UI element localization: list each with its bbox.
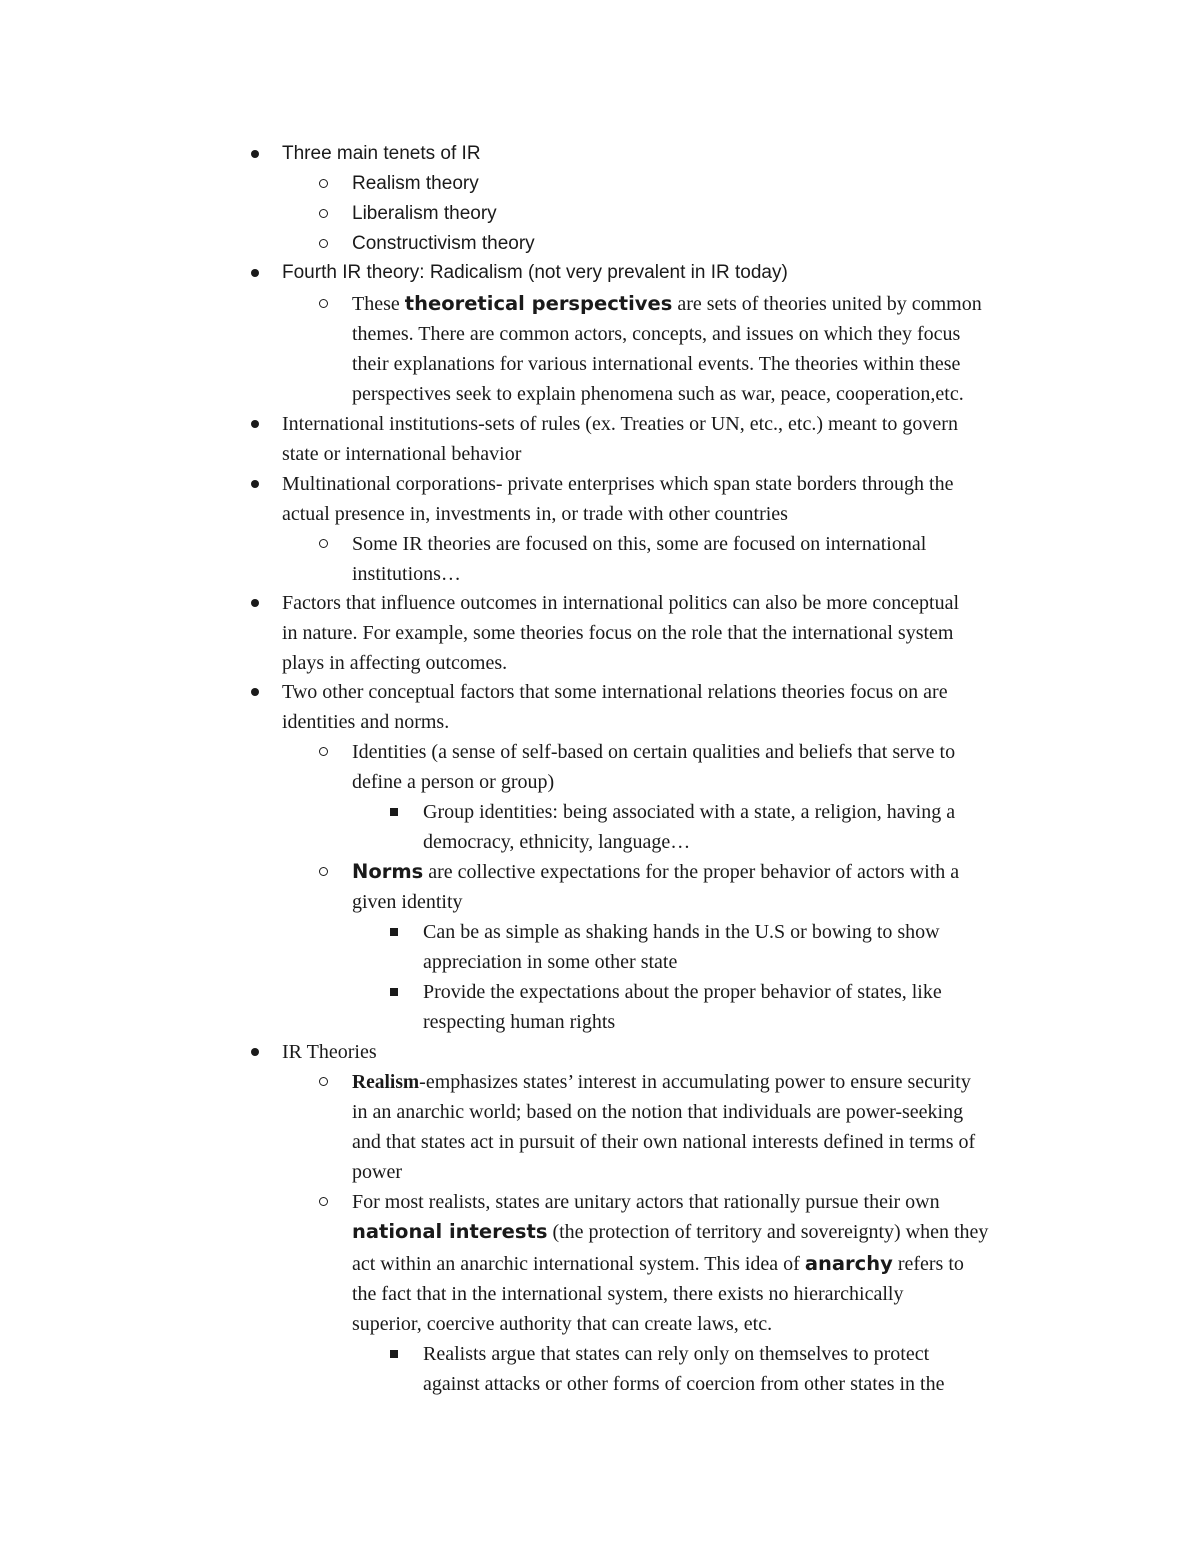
- text-run: Realists argue that states can rely only on themselves to protect: [423, 1343, 930, 1365]
- text-run: appreciation in some other state: [423, 951, 678, 973]
- emphasized-term: anarchy: [804, 1252, 893, 1275]
- text-run: Multinational corporations- private enterprises which span state borders through the: [282, 473, 954, 495]
- emphasized-term: national interests: [352, 1220, 548, 1243]
- list-item-continuation: [352, 888, 463, 916]
- text-run: Two other conceptual factors that some international relations theories focus on are: [282, 681, 948, 703]
- bullet-circle-icon: [319, 539, 328, 548]
- text-run: Fourth IR theory: Radicalism (not very prevalent in IR today): [282, 262, 788, 283]
- list-item: [423, 978, 942, 1006]
- text-run: act within an anarchic international system. This idea of: [352, 1253, 805, 1275]
- text-run: in an anarchic world; based on the notion that individuals are power-seeking: [352, 1101, 964, 1123]
- text-run: International institutions-sets of rules (ex. Treaties or UN, etc., etc.) meant to govern: [282, 413, 958, 435]
- emphasized-term: Norms: [352, 860, 424, 883]
- list-item-continuation: [352, 768, 554, 796]
- list-item: [352, 200, 497, 228]
- text-run: state or international behavior: [282, 443, 522, 465]
- text-run: and that states act in pursuit of their own national interests defined in terms of: [352, 1131, 976, 1153]
- bullet-square-icon: [390, 808, 398, 816]
- list-item: [352, 230, 535, 258]
- text-run: perspectives seek to explain phenomena such as war, peace, cooperation,etc.: [352, 383, 964, 405]
- bullet-disc-icon: [251, 688, 259, 696]
- text-run: identities and norms.: [282, 711, 450, 733]
- text-run: respecting human rights: [423, 1011, 616, 1033]
- list-item-continuation: [352, 1250, 964, 1278]
- list-item-continuation: [352, 1310, 772, 1338]
- text-run: IR Theories: [282, 1041, 377, 1063]
- text-run: -emphasizes states’ interest in accumulating power to ensure security: [419, 1071, 971, 1093]
- text-run: Can be as simple as shaking hands in the U.S or bowing to show: [423, 921, 940, 943]
- list-item-continuation: [352, 1098, 963, 1126]
- list-item: [282, 678, 948, 706]
- text-run: are sets of theories united by common: [672, 293, 982, 315]
- list-item: [282, 470, 953, 498]
- list-item-continuation: [282, 708, 449, 736]
- list-item: [423, 918, 940, 946]
- bullet-circle-icon: [319, 209, 328, 218]
- text-run: Realism theory: [352, 173, 479, 194]
- text-run: Identities (a sense of self-based on certain qualities and beliefs that serve to: [352, 741, 956, 763]
- list-item-continuation: [352, 1128, 975, 1156]
- list-item: [282, 259, 788, 287]
- text-run: actual presence in, investments in, or trade with other countries: [282, 503, 788, 525]
- list-item: [352, 170, 479, 198]
- bullet-circle-icon: [319, 1077, 328, 1086]
- text-run: plays in affecting outcomes.: [282, 652, 508, 674]
- bullet-square-icon: [390, 988, 398, 996]
- list-item: [352, 1068, 971, 1096]
- list-item-continuation: [423, 948, 677, 976]
- list-item: [352, 1188, 940, 1216]
- text-run: in nature. For example, some theories focus on the role that the international system: [282, 622, 954, 644]
- list-item-continuation: [282, 500, 788, 528]
- text-run: against attacks or other forms of coercion from other states in the: [423, 1373, 945, 1395]
- text-run: are collective expectations for the proper behavior of actors with a: [423, 861, 960, 883]
- text-run: Liberalism theory: [352, 203, 497, 224]
- text-run: Group identities: being associated with a state, a religion, having a: [423, 801, 956, 823]
- text-run: superior, coercive authority that can create laws, etc.: [352, 1313, 773, 1335]
- list-item: [423, 1340, 929, 1368]
- list-item-continuation: [282, 649, 507, 677]
- list-item: [282, 410, 958, 438]
- text-run: given identity: [352, 891, 463, 913]
- list-item-continuation: [352, 560, 461, 588]
- list-item-continuation: [352, 350, 960, 378]
- list-item: [282, 589, 959, 617]
- bullet-disc-icon: [251, 480, 259, 488]
- text-run: Some IR theories are focused on this, some are focused on international: [352, 533, 927, 555]
- bullet-disc-icon: [251, 1048, 259, 1056]
- list-item-continuation: [352, 1158, 402, 1186]
- text-run: power: [352, 1161, 402, 1183]
- bullet-circle-icon: [319, 179, 328, 188]
- emphasized-term: Realism: [352, 1072, 420, 1093]
- text-run: Three main tenets of IR: [282, 143, 481, 164]
- list-item-continuation: [352, 320, 960, 348]
- list-item-continuation: [282, 619, 953, 647]
- text-run: define a person or group): [352, 771, 555, 793]
- text-run: Factors that influence outcomes in international politics can also be more conceptual: [282, 592, 960, 614]
- text-run: These: [352, 293, 405, 315]
- list-item: [423, 798, 955, 826]
- bullet-disc-icon: [251, 269, 259, 277]
- bullet-circle-icon: [319, 747, 328, 756]
- list-item-continuation: [352, 1280, 903, 1308]
- list-item: [352, 290, 982, 318]
- list-item-continuation: [352, 1218, 988, 1246]
- list-item-continuation: [423, 1008, 615, 1036]
- list-item: [352, 738, 955, 766]
- text-run: Constructivism theory: [352, 233, 535, 254]
- bullet-circle-icon: [319, 239, 328, 248]
- text-run: Provide the expectations about the proper behavior of states, like: [423, 981, 942, 1003]
- list-item: [282, 1038, 377, 1066]
- text-run: their explanations for various international events. The theories within these: [352, 353, 961, 375]
- bullet-square-icon: [390, 928, 398, 936]
- bullet-circle-icon: [319, 867, 328, 876]
- list-item-continuation: [282, 440, 521, 468]
- bullet-square-icon: [390, 1350, 398, 1358]
- bullet-circle-icon: [319, 299, 328, 308]
- emphasized-term: theoretical perspectives: [404, 292, 673, 315]
- bullet-disc-icon: [251, 150, 259, 158]
- list-item: [352, 530, 926, 558]
- list-item: [352, 858, 959, 886]
- bullet-disc-icon: [251, 599, 259, 607]
- list-item-continuation: [423, 1370, 945, 1398]
- text-run: For most realists, states are unitary actors that rationally pursue their own: [352, 1191, 940, 1213]
- text-run: (the protection of territory and sovereignty) when they: [547, 1221, 989, 1243]
- bullet-disc-icon: [251, 420, 259, 428]
- text-run: the fact that in the international system, there exists no hierarchically: [352, 1283, 904, 1305]
- text-run: democracy, ethnicity, language…: [423, 831, 691, 853]
- list-item: [282, 140, 481, 168]
- text-run: institutions…: [352, 563, 461, 585]
- text-run: refers to: [892, 1253, 964, 1275]
- text-run: themes. There are common actors, concepts, and issues on which they focus: [352, 323, 961, 345]
- list-item-continuation: [423, 828, 690, 856]
- list-item-continuation: [352, 380, 964, 408]
- bullet-circle-icon: [319, 1197, 328, 1206]
